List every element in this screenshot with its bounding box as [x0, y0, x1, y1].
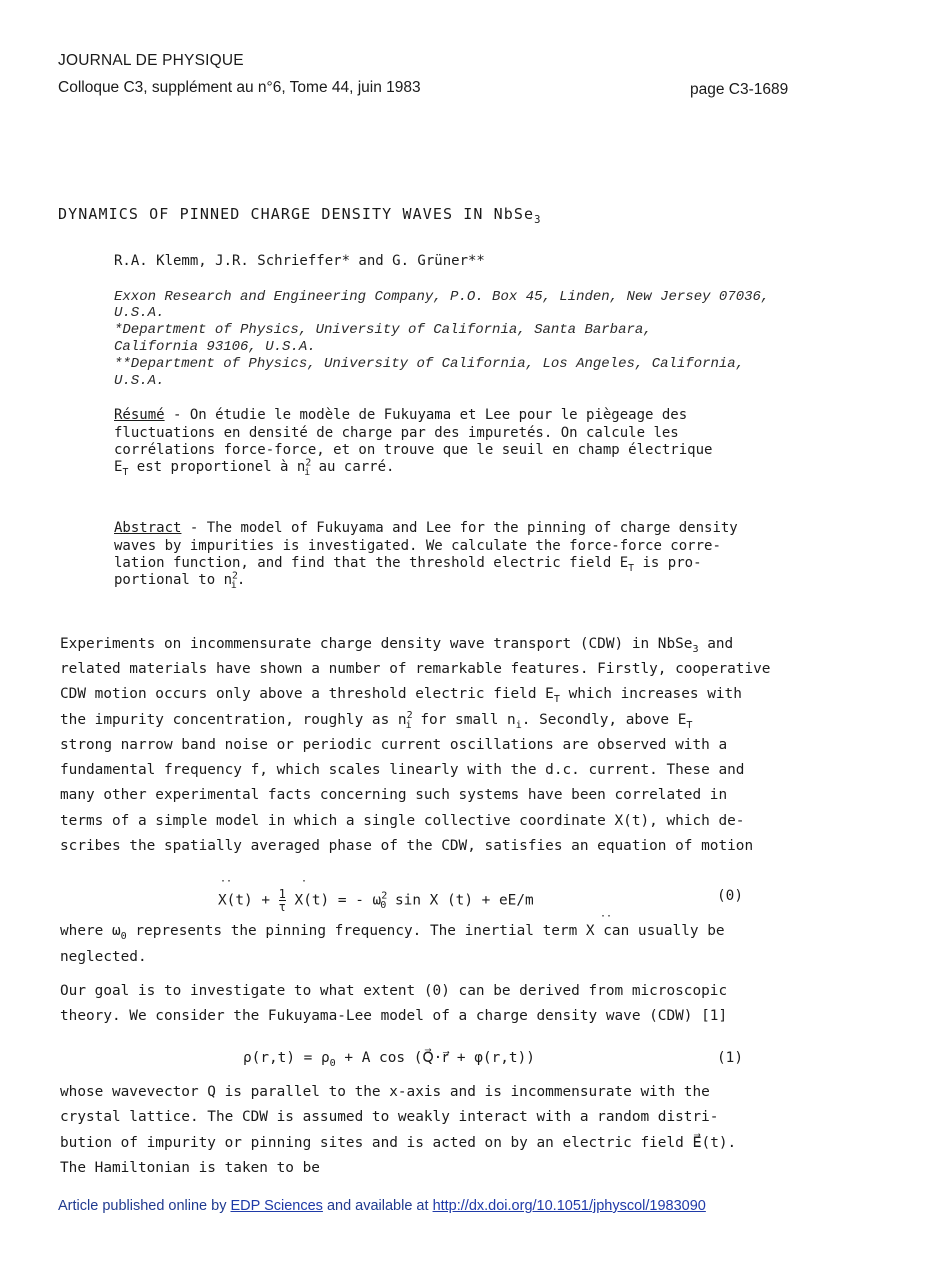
- journal-name: JOURNAL DE PHYSIQUE: [58, 52, 244, 69]
- abstract-et-sub: T: [628, 562, 635, 574]
- body-line-2: related materials have shown a number of remarkable features. Firstly, cooperative: [60, 661, 771, 677]
- body-line-1: [60, 636, 734, 655]
- equation-0-number: (0): [717, 888, 743, 904]
- body-line-5: strong narrow band noise or periodic current oscillations are observed with a: [60, 737, 728, 753]
- body-x-double-dot: ··: [600, 911, 613, 922]
- title-text: DYNAMICS OF PINNED CHARGE DENSITY WAVES IN NbSe: [58, 205, 535, 223]
- body-line-10: [60, 923, 725, 942]
- eq0-part-a: X(t) +: [218, 892, 279, 909]
- resume-et: E: [114, 459, 123, 475]
- body-sub-1: 3: [692, 643, 699, 655]
- doi-link[interactable]: http://dx.doi.org/10.1051/jphyscol/1983090: [432, 1198, 706, 1214]
- body-line-17: The Hamiltonian is taken to be: [60, 1160, 320, 1176]
- body-line-8: terms of a simple model in which a single collective coordinate X(t), which de-: [60, 813, 745, 829]
- body-text-3a: CDW motion occurs only above a threshold electric field E: [60, 686, 554, 702]
- author-list: R.A. Klemm, J.R. Schrieffer* and G. Grüner**: [114, 253, 485, 269]
- abstract-text-1: - The model of Fukuyama and Lee for the pinning of charge density: [181, 520, 738, 536]
- body-line-16: bution of impurity or pinning sites and is acted on by an electric field E⃗(t).: [60, 1135, 737, 1151]
- abstract-line-3: [114, 555, 702, 573]
- abstract-heading: Abstract: [114, 520, 182, 536]
- equation-0: [218, 888, 534, 913]
- page-number: page C3-1689: [690, 81, 789, 98]
- resume-line-2: fluctuations en densité de charge par des impuretés. On calcule les: [114, 425, 679, 441]
- resume-sup: 2: [305, 457, 312, 469]
- abstract-sup: 2: [232, 570, 238, 582]
- eq1-part-a: ρ(r,t) = ρ: [243, 1050, 330, 1066]
- abstract-text-4b: .: [236, 572, 246, 588]
- eq1-sub: 0: [329, 1057, 336, 1069]
- body-text-4b: for small n: [411, 712, 516, 728]
- resume-et-sub: T: [122, 466, 129, 478]
- body-line-7: many other experimental facts concerning such systems have been correlated in: [60, 787, 728, 803]
- body-sup-4: 2: [406, 710, 413, 722]
- body-line-4: [60, 710, 693, 731]
- body-sub-4b: i: [515, 719, 522, 731]
- eq0-double-dot: ··: [220, 876, 233, 887]
- resume-line-3: corrélations force-force, et on trouve que le seuil en champ électrique: [114, 442, 713, 458]
- abstract-line-4: [114, 572, 245, 590]
- resume-text-4: est proportionel à n: [128, 459, 306, 475]
- affiliation-line-5: **Department of Physics, University of California, Los Angeles, California,: [114, 356, 745, 372]
- abstract-line-1: [114, 520, 738, 538]
- eq0-sup: 2: [381, 890, 388, 902]
- footer-text-2: and available at: [322, 1198, 433, 1214]
- body-line-9: scribes the spatially averaged phase of the CDW, satisfies an equation of motion: [60, 838, 754, 854]
- body-sub-4c: T: [686, 719, 693, 731]
- body-text-10a: where ω: [60, 923, 121, 939]
- body-line-13: theory. We consider the Fukuyama-Lee model of a charge density wave (CDW) [1]: [60, 1008, 728, 1024]
- title-subscript: 3: [534, 214, 542, 226]
- colloque-line: Colloque C3, supplément au n°6, Tome 44, juin 1983: [58, 79, 421, 96]
- eq0-part-c: sin X (t) + eE/m: [386, 892, 534, 909]
- abstract-text-4a: portional to n: [114, 572, 233, 588]
- abstract-sub: i: [230, 579, 237, 591]
- abstract-line-2: waves by impurities is investigated. We calculate the force-force corre-: [114, 538, 721, 554]
- body-line-15: crystal lattice. The CDW is assumed to weakly interact with a random distri-: [60, 1109, 719, 1125]
- body-sub-10: 0: [120, 930, 127, 942]
- resume-text-4c: au carré.: [310, 459, 395, 475]
- body-line-3: [60, 686, 742, 705]
- body-text-4c: . Secondly, above E: [521, 712, 687, 728]
- resume-line-4: [114, 459, 394, 477]
- body-sub-3: T: [553, 693, 560, 705]
- eq0-frac-num: 1: [278, 887, 286, 901]
- body-text-4a: the impurity concentration, roughly as n: [60, 712, 407, 728]
- footer-text-1: Article published online by: [58, 1198, 231, 1214]
- paper-title: [58, 205, 542, 226]
- affiliation-line-4: California 93106, U.S.A.: [114, 339, 316, 355]
- body-text-10b: represents the pinning frequency. The inertial term X can usually be: [126, 923, 725, 939]
- body-text-1b: and: [698, 636, 734, 652]
- equation-1: [243, 1050, 535, 1069]
- eq0-frac-den: τ: [278, 900, 286, 914]
- eq0-fraction: [279, 888, 286, 913]
- body-sub-4a: i: [405, 719, 412, 731]
- equation-1-number: (1): [717, 1050, 743, 1066]
- eq0-part-b: X(t) = - ω: [285, 892, 382, 909]
- body-line-14: whose wavevector Q is parallel to the x-axis and is incommensurate with the: [60, 1084, 710, 1100]
- affiliation-line-6: U.S.A.: [114, 373, 165, 389]
- body-text-3b: which increases with: [559, 686, 742, 702]
- body-line-6: fundamental frequency f, which scales linearly with the d.c. current. These and: [60, 762, 745, 778]
- body-line-11: neglected.: [60, 949, 147, 965]
- affiliation-line-2: U.S.A.: [114, 305, 165, 321]
- resume-heading: Résumé: [114, 407, 165, 423]
- body-text-1a: Experiments on incommensurate charge density wave transport (CDW) in NbSe: [60, 636, 693, 652]
- resume-text-1: - On étudie le modèle de Fukuyama et Lee pour le piègeage des: [164, 407, 688, 423]
- affiliation-line-3: *Department of Physics, University of California, Santa Barbara,: [114, 322, 652, 338]
- publication-footer: [58, 1198, 706, 1214]
- eq1-part-b: + A cos (Q⃗·r⃗ + φ(r,t)): [335, 1050, 535, 1066]
- abstract-text-3b: is pro-: [634, 555, 702, 571]
- edp-sciences-link[interactable]: EDP Sciences: [230, 1198, 323, 1214]
- eq0-sub: 0: [380, 900, 387, 912]
- body-line-12: Our goal is to investigate to what extent (0) can be derived from microscopic: [60, 983, 728, 999]
- resume-sub: i: [304, 466, 311, 478]
- eq0-single-dot: ·: [301, 876, 308, 887]
- resume-line-1: [114, 407, 687, 425]
- abstract-text-3a: lation function, and find that the threshold electric field E: [114, 555, 629, 571]
- affiliation-line-1: Exxon Research and Engineering Company, P.O. Box 45, Linden, New Jersey 07036,: [114, 289, 770, 305]
